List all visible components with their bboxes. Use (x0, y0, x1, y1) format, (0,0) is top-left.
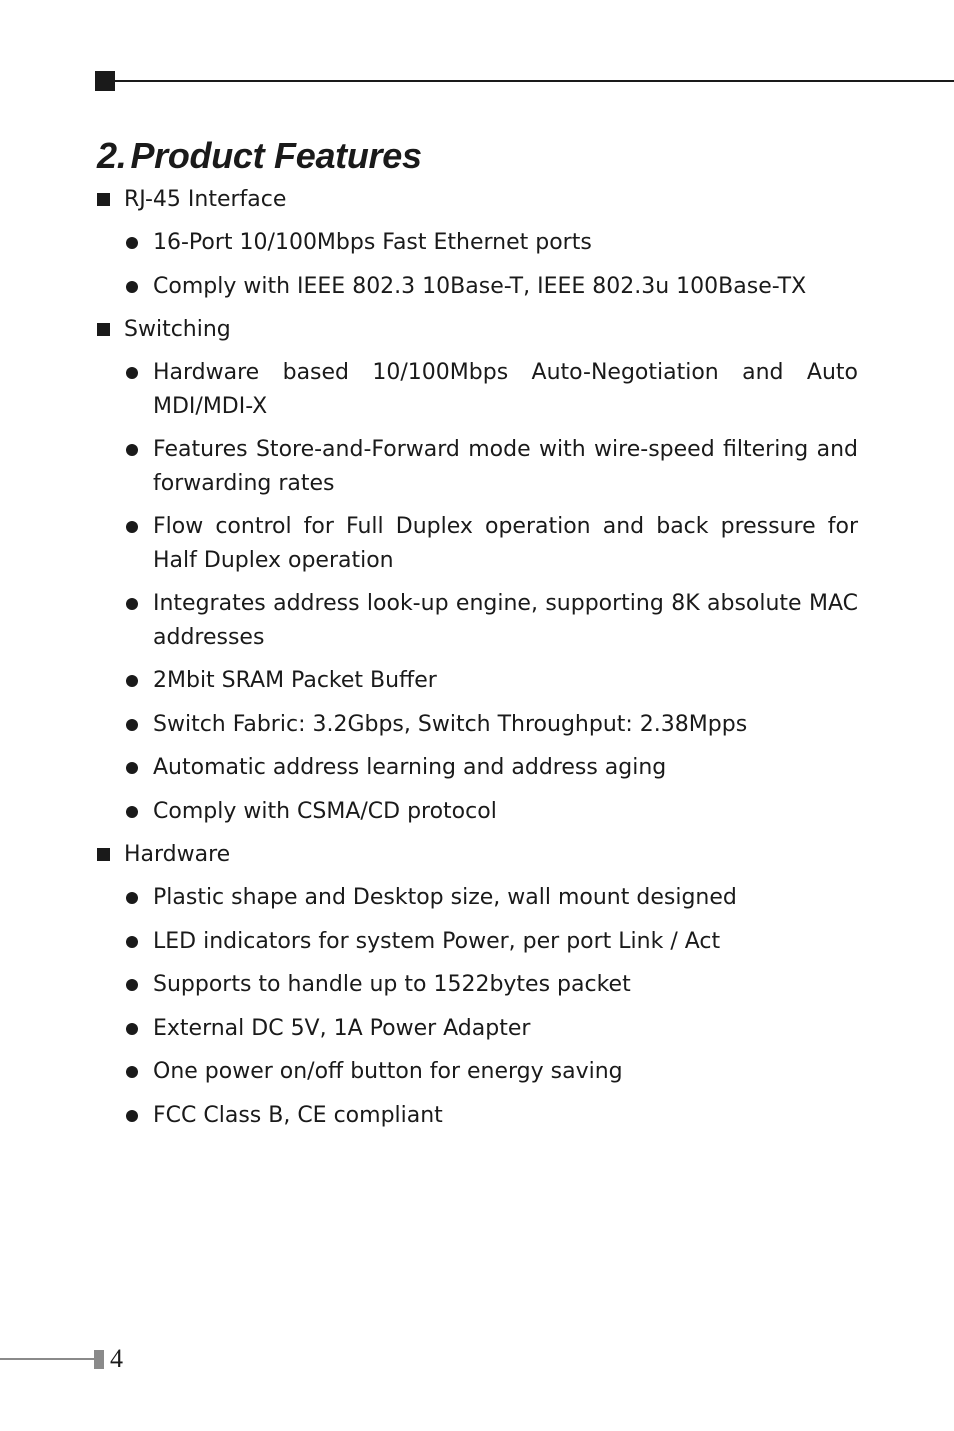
page-title (97, 134, 422, 178)
list-item (96, 433, 858, 500)
round-bullet-icon (126, 762, 138, 774)
page-number: 4 (110, 1344, 123, 1373)
section-rj45-interface (96, 183, 858, 303)
list-item (96, 708, 858, 742)
list-item (96, 664, 858, 698)
round-bullet-icon (126, 237, 138, 249)
section-switching (96, 313, 858, 828)
list-item-text: Features Store-and-Forward mode with wire-speed filtering and forwarding rates (153, 437, 858, 496)
feature-list (96, 183, 858, 1142)
round-bullet-icon (126, 281, 138, 293)
list-item (96, 356, 858, 423)
list-item (96, 795, 858, 829)
round-bullet-icon (126, 367, 138, 379)
list-item-text: 16-Port 10/100Mbps Fast Ethernet ports (153, 230, 592, 255)
list-item-text: Hardware based 10/100Mbps Auto-Negotiation and Auto MDI/MDI-X (153, 360, 858, 419)
round-bullet-icon (126, 1110, 138, 1122)
list-item-text: One power on/off button for energy saving (153, 1059, 623, 1084)
list-item (96, 510, 858, 577)
list-item-text: Supports to handle up to 1522bytes packet (153, 972, 631, 997)
list-item (96, 968, 858, 1002)
round-bullet-icon (126, 979, 138, 991)
section-heading (96, 838, 858, 871)
round-bullet-icon (126, 936, 138, 948)
list-item (96, 925, 858, 959)
header-square-marker (95, 71, 115, 91)
section-hardware (96, 838, 858, 1132)
list-item (96, 1012, 858, 1046)
section-heading-text: Switching (124, 317, 231, 342)
square-bullet-icon (97, 193, 110, 206)
round-bullet-icon (126, 892, 138, 904)
list-item (96, 881, 858, 915)
list-item-text: Integrates address look-up engine, supporting 8K absolute MAC addresses (153, 591, 858, 650)
list-item (96, 1055, 858, 1089)
list-item (96, 270, 858, 304)
list-item-text: Flow control for Full Duplex operation and back pressure for Half Duplex operation (153, 514, 858, 573)
section-heading (96, 183, 858, 216)
section-heading (96, 313, 858, 346)
section-items (96, 881, 858, 1132)
section-heading-text: RJ-45 Interface (124, 187, 287, 212)
header-rule (113, 80, 954, 82)
round-bullet-icon (126, 521, 138, 533)
list-item (96, 587, 858, 654)
list-item-text: Automatic address learning and address aging (153, 755, 667, 780)
section-items (96, 356, 858, 828)
list-item-text: Plastic shape and Desktop size, wall mount designed (153, 885, 737, 910)
list-item-text: External DC 5V, 1A Power Adapter (153, 1015, 531, 1041)
round-bullet-icon (126, 806, 138, 818)
square-bullet-icon (97, 848, 110, 861)
round-bullet-icon (126, 598, 138, 610)
footer-rule (0, 1358, 94, 1360)
list-item-text: FCC Class B, CE compliant (153, 1102, 443, 1128)
page-title-number: 2. (97, 135, 127, 176)
round-bullet-icon (126, 675, 138, 687)
square-bullet-icon (97, 323, 110, 336)
list-item-text: Switch Fabric: 3.2Gbps, Switch Throughput: 2.38Mpps (153, 711, 748, 737)
section-heading-text: Hardware (124, 842, 231, 867)
page-title-text: Product Features (130, 135, 422, 176)
list-item-text: Comply with IEEE 802.3 10Base-T, IEEE 802.3u 100Base-TX (153, 273, 807, 299)
round-bullet-icon (126, 1066, 138, 1078)
list-item-text: 2Mbit SRAM Packet Buffer (153, 668, 437, 693)
list-item (96, 751, 858, 785)
round-bullet-icon (126, 444, 138, 456)
footer-marker (94, 1350, 104, 1369)
round-bullet-icon (126, 1023, 138, 1035)
list-item (96, 1099, 858, 1133)
list-item-text: LED indicators for system Power, per port Link / Act (153, 928, 721, 954)
section-items (96, 226, 858, 303)
list-item-text: Comply with CSMA/CD protocol (153, 798, 497, 824)
round-bullet-icon (126, 719, 138, 731)
list-item (96, 226, 858, 260)
